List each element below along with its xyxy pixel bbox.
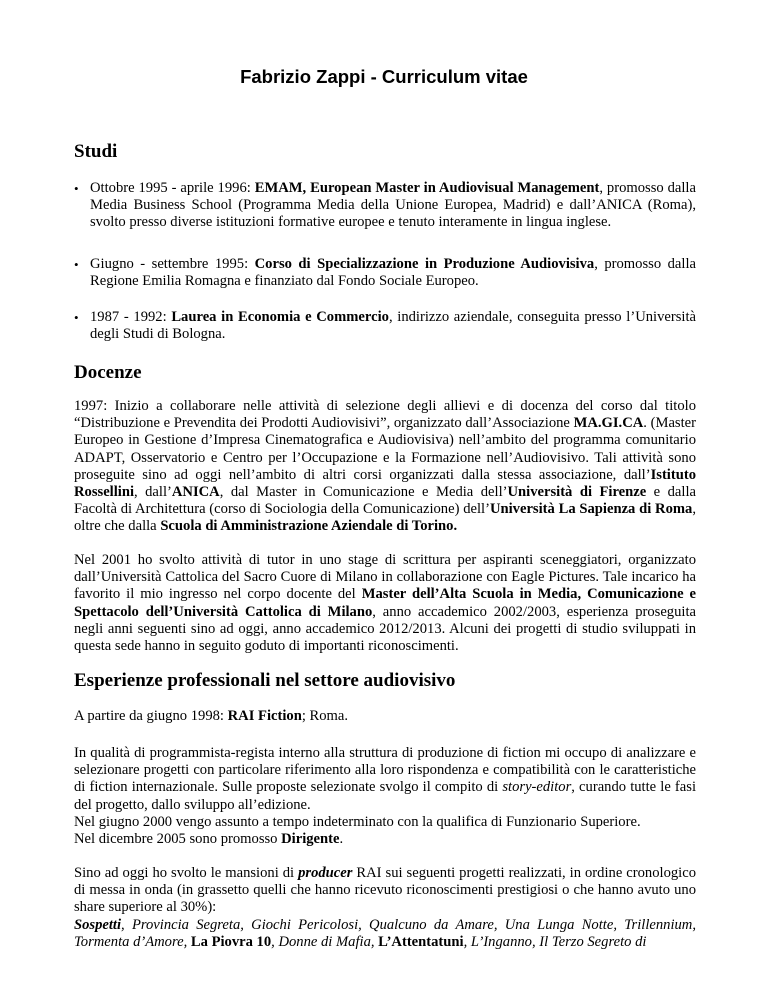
paragraph-esperienze-1: A partire da giugno 1998: RAI Fiction; Roma.: [74, 708, 349, 724]
section-heading-esperienze: Esperienze professionali nel settore audiovisivo: [74, 670, 456, 691]
paragraph-esperienze-2: In qualità di programmista-regista interno alla struttura di produzione di fiction mi occupo di analizzare e selezionare progetti con particolare riferimento alla loro rispondenza e compatibilità con le caratteristiche di fiction internazionale. Sulle proposte selezionate svolgo il compito di story-editor, curando tutte le fasi del progetto, dallo sviluppo all’edizione. Nel giugno 2000 vengo assunto a tempo indeterminato con la qualifica di Funzionario Superiore. Nel dicembre 2005 sono promosso Dirigente.: [74, 745, 696, 848]
paragraph-docenze-1: 1997: Inizio a collaborare nelle attività di selezione degli allievi e di docenza del corso dal titolo “Distribuzione e Prevendita dei Prodotti Audiovisivi”, organizzato dall’Associazione MA.GI.CA. (Master Europeo in Gestione d’Impresa Cinematografica e Audiovisiva) nell’ambito del programma comunitario ADAPT, Osservatorio e Centro per l’Occupazione e la Formazione nell’Audiovisivo. Tali attività sono proseguite sino ad oggi nell’ambito di altri corsi organizzati dalla stessa associazione, dall’Istituto Rossellini, dall’ANICA, dal Master in Comunicazione e Media dell’Università di Firenze e dalla Facoltà di Architettura (corso di Sociologia della Comunicazione) dell’Università La Sapienza di Roma, oltre che dalla Scuola di Amministrazione Aziendale di Torino.: [74, 398, 696, 535]
list-item-studi-3: [74, 309, 696, 343]
list-item-text: Ottobre 1995 - aprile 1996: EMAM, European Master in Audiovisual Management, promosso dalla Media Business School (Programma Media della Unione Europea, Madrid) e dall’ANICA (Roma), svolto presso diverse istituzioni formative europee e tenuto interamente in lingua inglese.: [90, 180, 696, 231]
list-item-studi-2: [74, 256, 696, 290]
section-heading-studi: Studi: [74, 141, 118, 162]
bullet-icon: •: [74, 257, 79, 272]
bullet-icon: •: [74, 181, 79, 196]
section-heading-docenze: Docenze: [74, 362, 142, 383]
paragraph-docenze-2: Nel 2001 ho svolto attività di tutor in uno stage di scrittura per aspiranti sceneggiatori, organizzato dall’Università Cattolica del Sacro Cuore di Milano in collaborazione con Eagle Pictures. Tale incarico ha favorito il mio ingresso nel corpo docente del Master dell’Alta Scuola in Media, Comunicazione e Spettacolo dell’Università Cattolica di Milano, anno accademico 2002/2003, esperienza proseguita negli anni seguenti sino ad oggi, anno accademico 2012/2013. Alcuni dei progetti di studio sviluppati in questa sede hanno in seguito goduto di importanti riconoscimenti.: [74, 552, 697, 655]
list-item-text: 1987 - 1992: Laurea in Economia e Commercio, indirizzo aziendale, conseguita presso l’Università degli Studi di Bologna.: [90, 309, 696, 343]
paragraph-esperienze-3: Sino ad oggi ho svolto le mansioni di producer RAI sui seguenti progetti realizzati, in ordine cronologico di messa in onda (in grassetto quelli che hanno ricevuto riconoscimenti prestigiosi o che hanno avuto uno share superiore al 30%): Sospetti, Provincia Segreta, Giochi Pericolosi, Qualcuno da Amare, Una Lunga Notte, Trillennium, Tormenta d’Amore, La Piovra 10, Donne di Mafia, L’Attentatuni, L’Inganno, Il Terzo Segreto di: [74, 865, 696, 950]
bullet-icon: •: [74, 310, 79, 325]
page-title: Fabrizio Zappi - Curriculum vitae: [240, 66, 528, 87]
list-item-text: Giugno - settembre 1995: Corso di Specializzazione in Produzione Audiovisiva, promosso dalla Regione Emilia Romagna e finanziato dal Fondo Sociale Europeo.: [90, 256, 696, 290]
list-item-studi-1: [74, 180, 696, 232]
